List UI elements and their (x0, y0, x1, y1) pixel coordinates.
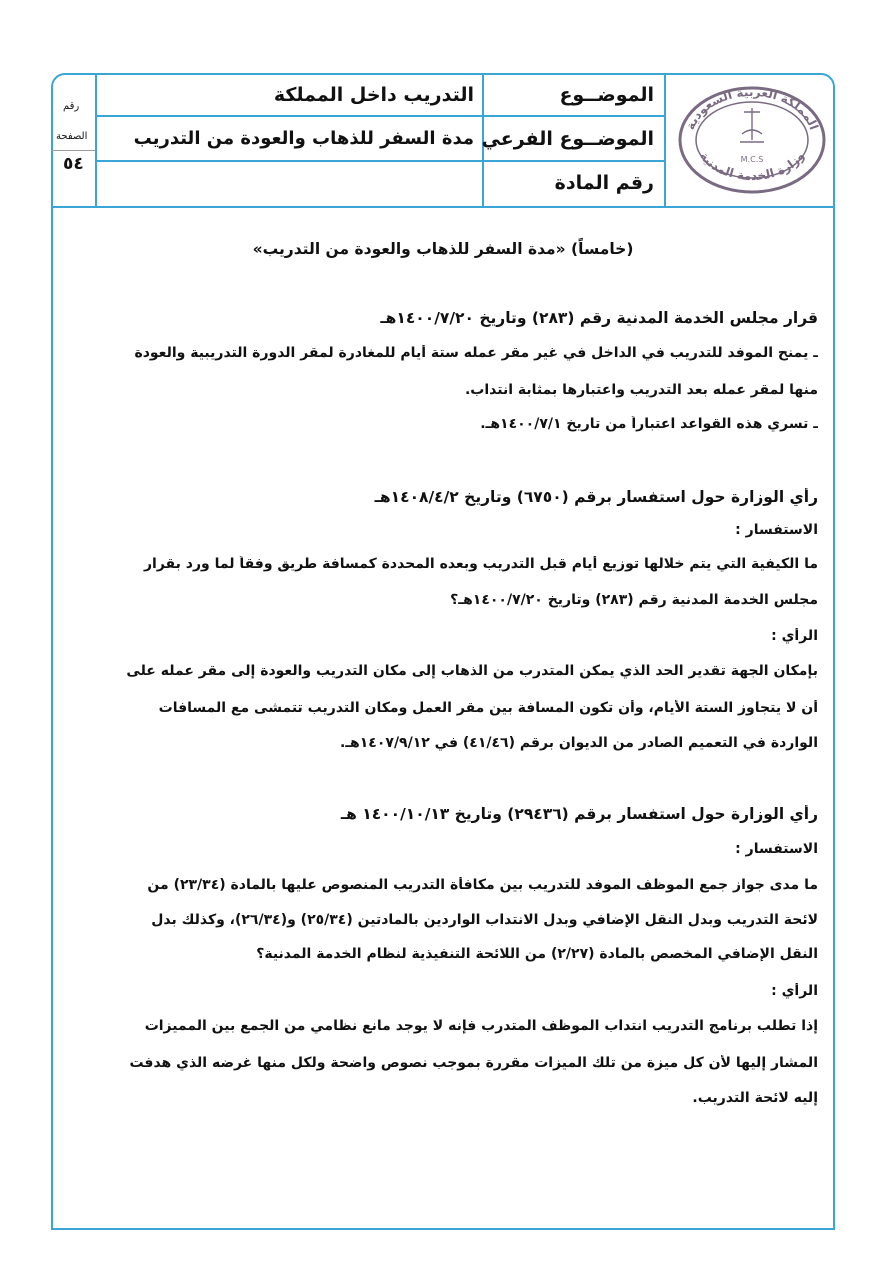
page-number: ٥٤ (63, 154, 84, 174)
section-2-opinion-label: الرأي : (771, 628, 818, 644)
ministry-logo (674, 82, 830, 198)
section-3-heading: رأي الوزارة حول استفسار برقم (٢٩٤٣٦) وتاريخ ١٤٠٠/١٠/١٣ هـ (340, 805, 818, 823)
page-label-1: رقم (63, 101, 80, 112)
header-bottom-divider (51, 206, 835, 208)
page-num-divider (51, 150, 95, 151)
section-1-line-3: ـ تسري هذه القواعد اعتباراً من تاريخ ١٤٠٠/٧/١هـ. (480, 416, 818, 432)
svg-text:وزارة الخدمة المدنية: وزارة الخدمة المدنية (697, 149, 807, 184)
section-3-query-line-1: ما مدى جواز جمع الموظف الموفد للتدريب بين مكافأة التدريب المنصوص عليها بالمادة (٢٣/٣٤) من (147, 877, 818, 893)
article-label: رقم المادة (554, 172, 654, 194)
section-title: (خامساً) «مدة السفر للذهاب والعودة من التدريب» (252, 240, 634, 258)
subject-value: التدريب داخل المملكة (273, 84, 474, 106)
section-3-opinion-line-2: المشار إليها لأن كل ميزة من تلك الميزات مقررة بموجب نصوص واضحة ولكل منها غرضه الذي هدفت (129, 1055, 818, 1071)
header-col-divider-left (95, 73, 97, 207)
section-1-line-2: منها لمقر عمله بعد التدريب واعتبارها بمثابة انتداب. (464, 382, 818, 398)
header-col-divider-right (664, 73, 666, 207)
header-row-divider-1 (95, 115, 665, 117)
section-2-query-label: الاستفسار : (735, 522, 818, 538)
section-3-query-line-3: النقل الإضافي المخصص بالمادة (٢/٢٧) من اللائحة التنفيذية لنظام الخدمة المدنية؟ (256, 946, 818, 962)
section-2-query-line-2: مجلس الخدمة المدنية رقم (٢٨٣) وتاريخ ١٤٠٠/٧/٢٠هـ؟ (450, 592, 818, 608)
section-2-query-line-1: ما الكيفية التي يتم خلالها توزيع أيام قبل التدريب وبعده المحددة كمسافة طريق وفقاً لما ورد بقرار (143, 556, 818, 572)
section-2-heading: رأي الوزارة حول استفسار برقم (٦٧٥٠) وتاريخ ١٤٠٨/٤/٢هـ (374, 488, 818, 506)
section-2-opinion-line-2: أن لا يتجاوز الستة الأيام، وأن تكون المسافة بين مقر العمل ومكان التدريب تتمشى مع المسافات (158, 700, 818, 716)
section-1-line-1: ـ يمنح الموفد للتدريب في الداخل في غير مقر عمله ستة أيام للمغادرة لمقر الدورة التدريبية والعودة (134, 345, 818, 361)
subsubject-label: الموضــوع الفرعي (481, 128, 654, 150)
header-row-divider-2 (95, 160, 665, 162)
section-3-opinion-line-1: إذا تطلب برنامج التدريب انتداب الموظف المتدرب فإنه لا يوجد مانع نظامي من الجمع بين المميزات (144, 1018, 818, 1034)
subsubject-value: مدة السفر للذهاب والعودة من التدريب (133, 128, 474, 149)
logo-motto: M.C.S (740, 155, 764, 164)
page-label-2: الصفحة (56, 131, 88, 142)
section-2-opinion-line-1: بإمكان الجهة تقدير الحد الذي يمكن المتدرب من الذهاب إلى مكان التدريب والعودة إلى مقر عمله على (126, 663, 818, 679)
svg-text:المملكة العربية السعودية: المملكة العربية السعودية (683, 84, 822, 132)
section-3-opinion-line-3: إليه لائحة التدريب. (692, 1090, 818, 1106)
section-1-heading: قرار مجلس الخدمة المدنية رقم (٢٨٣) وتاريخ ١٤٠٠/٧/٢٠هـ (380, 309, 818, 327)
section-3-query-label: الاستفسار : (735, 841, 818, 857)
section-3-opinion-label: الرأي : (771, 983, 818, 999)
section-3-query-line-2: لائحة التدريب وبدل النقل الإضافي وبدل الانتداب الواردين بالمادتين (٢٥/٣٤) و(٢٦/٣٤)، وكذلك بدل (151, 912, 818, 928)
section-2-opinion-line-3: الواردة في التعميم الصادر من الديوان برقم (٤١/٤٦) في ١٤٠٧/٩/١٢هـ. (339, 735, 818, 751)
subject-label: الموضــوع (559, 84, 654, 106)
